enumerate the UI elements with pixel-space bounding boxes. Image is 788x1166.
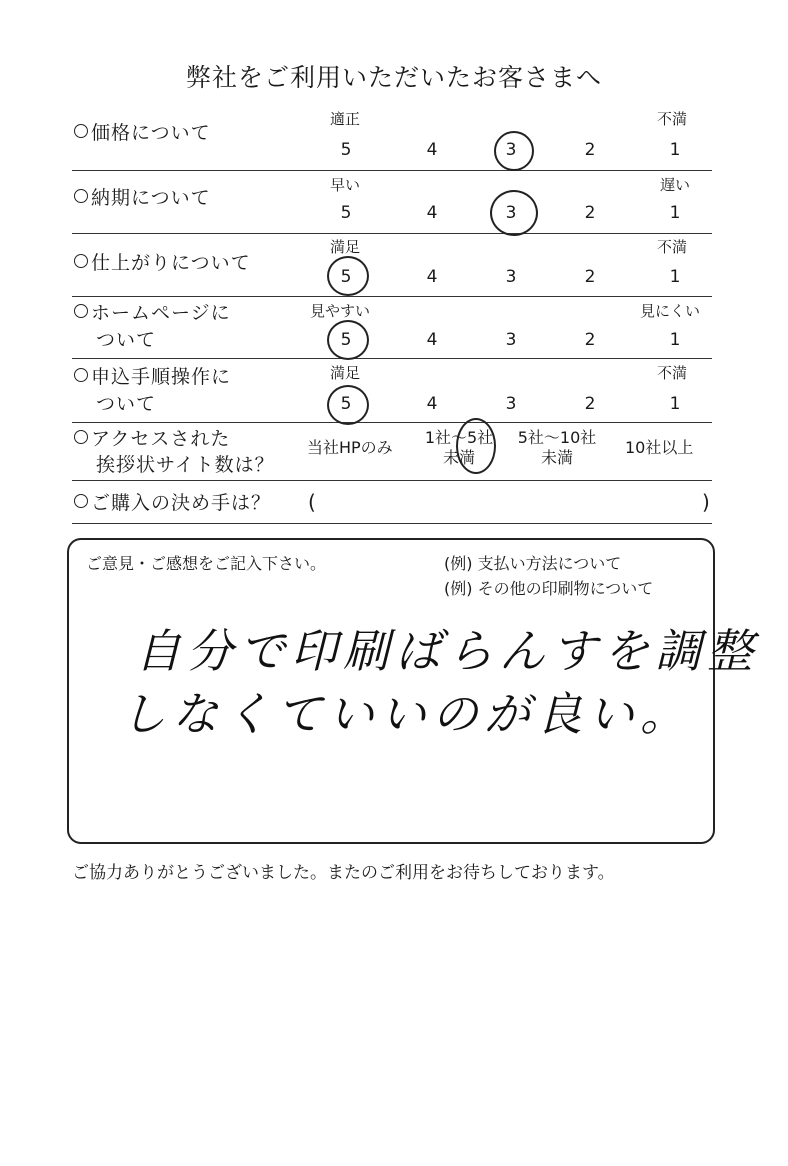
scale-right-anchor: 不満 <box>657 110 688 128</box>
scale-right-anchor: 見にくい <box>640 302 701 320</box>
row-divider <box>72 422 712 423</box>
scale-option-4[interactable]: 4 <box>426 267 438 287</box>
scale-option-4[interactable]: 4 <box>426 203 438 223</box>
scale-option-3[interactable]: 3 <box>505 330 517 350</box>
selected-answer-circle <box>327 385 369 425</box>
selected-answer-circle <box>327 256 369 296</box>
scale-left-anchor: 満足 <box>330 238 361 256</box>
question-label-line1: ホームページに <box>91 302 231 324</box>
scale-option-5[interactable]: 5 <box>340 330 352 350</box>
option-line1: 1社～5社 <box>424 428 494 447</box>
scale-option-2[interactable]: 2 <box>584 394 596 414</box>
scale-option-2[interactable]: 2 <box>584 267 596 287</box>
question-label-line2: ついて <box>96 329 157 351</box>
question-label: 仕上がりについて <box>91 252 251 274</box>
selected-answer-circle <box>494 131 534 171</box>
scale-option-1[interactable]: 1 <box>669 267 681 287</box>
selected-answer-circle <box>490 190 538 236</box>
scale-option-5[interactable]: 5 <box>340 140 352 160</box>
row-divider <box>72 523 712 524</box>
scale-option-1[interactable]: 1 <box>669 330 681 350</box>
question-purchase-reason <box>74 490 271 516</box>
scale-option-3[interactable]: 3 <box>505 203 517 223</box>
scale-option-2[interactable]: 2 <box>584 330 596 350</box>
bullet-circle-icon <box>74 189 88 203</box>
scale-option-4[interactable]: 4 <box>426 140 438 160</box>
question-application <box>74 364 231 390</box>
comments-prompt: ご意見・ご感想をご記入下さい。 <box>86 554 327 573</box>
row-divider <box>72 480 712 481</box>
question-label-line1: アクセスされた <box>91 428 231 450</box>
bullet-circle-icon <box>74 124 88 138</box>
scale-option-1[interactable]: 1 <box>669 140 681 160</box>
bullet-circle-icon <box>74 368 88 382</box>
bullet-circle-icon <box>74 254 88 268</box>
answer-open-paren: ( <box>308 490 316 514</box>
survey-title: 弊社をご利用いただいたお客さまへ <box>185 63 602 92</box>
handwritten-comment-line2: しなくていいのが良い。 <box>120 687 692 741</box>
scale-option-1[interactable]: 1 <box>669 394 681 414</box>
access-option-5-10[interactable] <box>512 428 602 468</box>
bullet-circle-icon <box>74 430 88 444</box>
scale-left-anchor: 適正 <box>330 110 361 128</box>
scale-left-anchor: 見やすい <box>310 302 371 320</box>
option-line1: 5社～10社 <box>517 428 597 447</box>
scale-left-anchor: 早い <box>330 176 361 194</box>
question-delivery <box>74 185 211 211</box>
question-label-line1: 申込手順操作に <box>91 366 232 388</box>
scale-option-3[interactable]: 3 <box>505 140 517 160</box>
scale-option-2[interactable]: 2 <box>584 140 596 160</box>
row-divider <box>72 296 712 297</box>
scale-option-3[interactable]: 3 <box>505 394 517 414</box>
question-homepage <box>74 300 231 326</box>
scale-option-1[interactable]: 1 <box>669 203 681 223</box>
question-label-line2: ついて <box>96 393 157 415</box>
handwritten-comment-line1: 自分で印刷ばらんすを調整 <box>135 624 759 678</box>
question-price <box>74 120 211 146</box>
row-divider <box>72 233 712 234</box>
question-label-line2: 挨拶状サイト数は？ <box>96 454 275 476</box>
scale-right-anchor: 遅い <box>660 176 691 194</box>
question-access-sites <box>74 426 230 452</box>
scale-option-5[interactable]: 5 <box>340 203 352 223</box>
selected-answer-circle <box>456 418 496 474</box>
selected-answer-circle <box>327 320 369 360</box>
scale-option-3[interactable]: 3 <box>505 267 517 287</box>
question-label: ご購入の決め手は？ <box>91 492 272 514</box>
row-divider <box>72 358 712 359</box>
scale-option-2[interactable]: 2 <box>584 203 596 223</box>
question-label: 納期について <box>91 187 211 209</box>
question-label: 価格について <box>91 122 211 144</box>
scale-right-anchor: 不満 <box>657 238 688 256</box>
bullet-circle-icon <box>74 494 88 508</box>
comments-example-2: (例) その他の印刷物について <box>444 579 654 598</box>
answer-close-paren: ) <box>702 490 710 514</box>
scale-right-anchor: 不満 <box>657 364 688 382</box>
thank-you-footer: ご協力ありがとうございました。またのご利用をお待ちしております。 <box>72 863 615 883</box>
scale-option-5[interactable]: 5 <box>340 267 352 287</box>
row-divider <box>72 170 712 171</box>
comments-example-1: (例) 支払い方法について <box>444 554 622 573</box>
bullet-circle-icon <box>74 304 88 318</box>
option-line2: 未満 <box>442 448 475 467</box>
question-finish <box>74 250 251 276</box>
scale-left-anchor: 満足 <box>330 364 361 382</box>
access-option-10-plus[interactable]: 10社以上 <box>625 438 694 457</box>
scale-option-5[interactable]: 5 <box>340 394 352 414</box>
access-option-own-hp[interactable]: 当社HPのみ <box>307 438 393 457</box>
scale-option-4[interactable]: 4 <box>426 330 438 350</box>
scale-option-4[interactable]: 4 <box>426 394 438 414</box>
option-line2: 未満 <box>540 448 573 467</box>
